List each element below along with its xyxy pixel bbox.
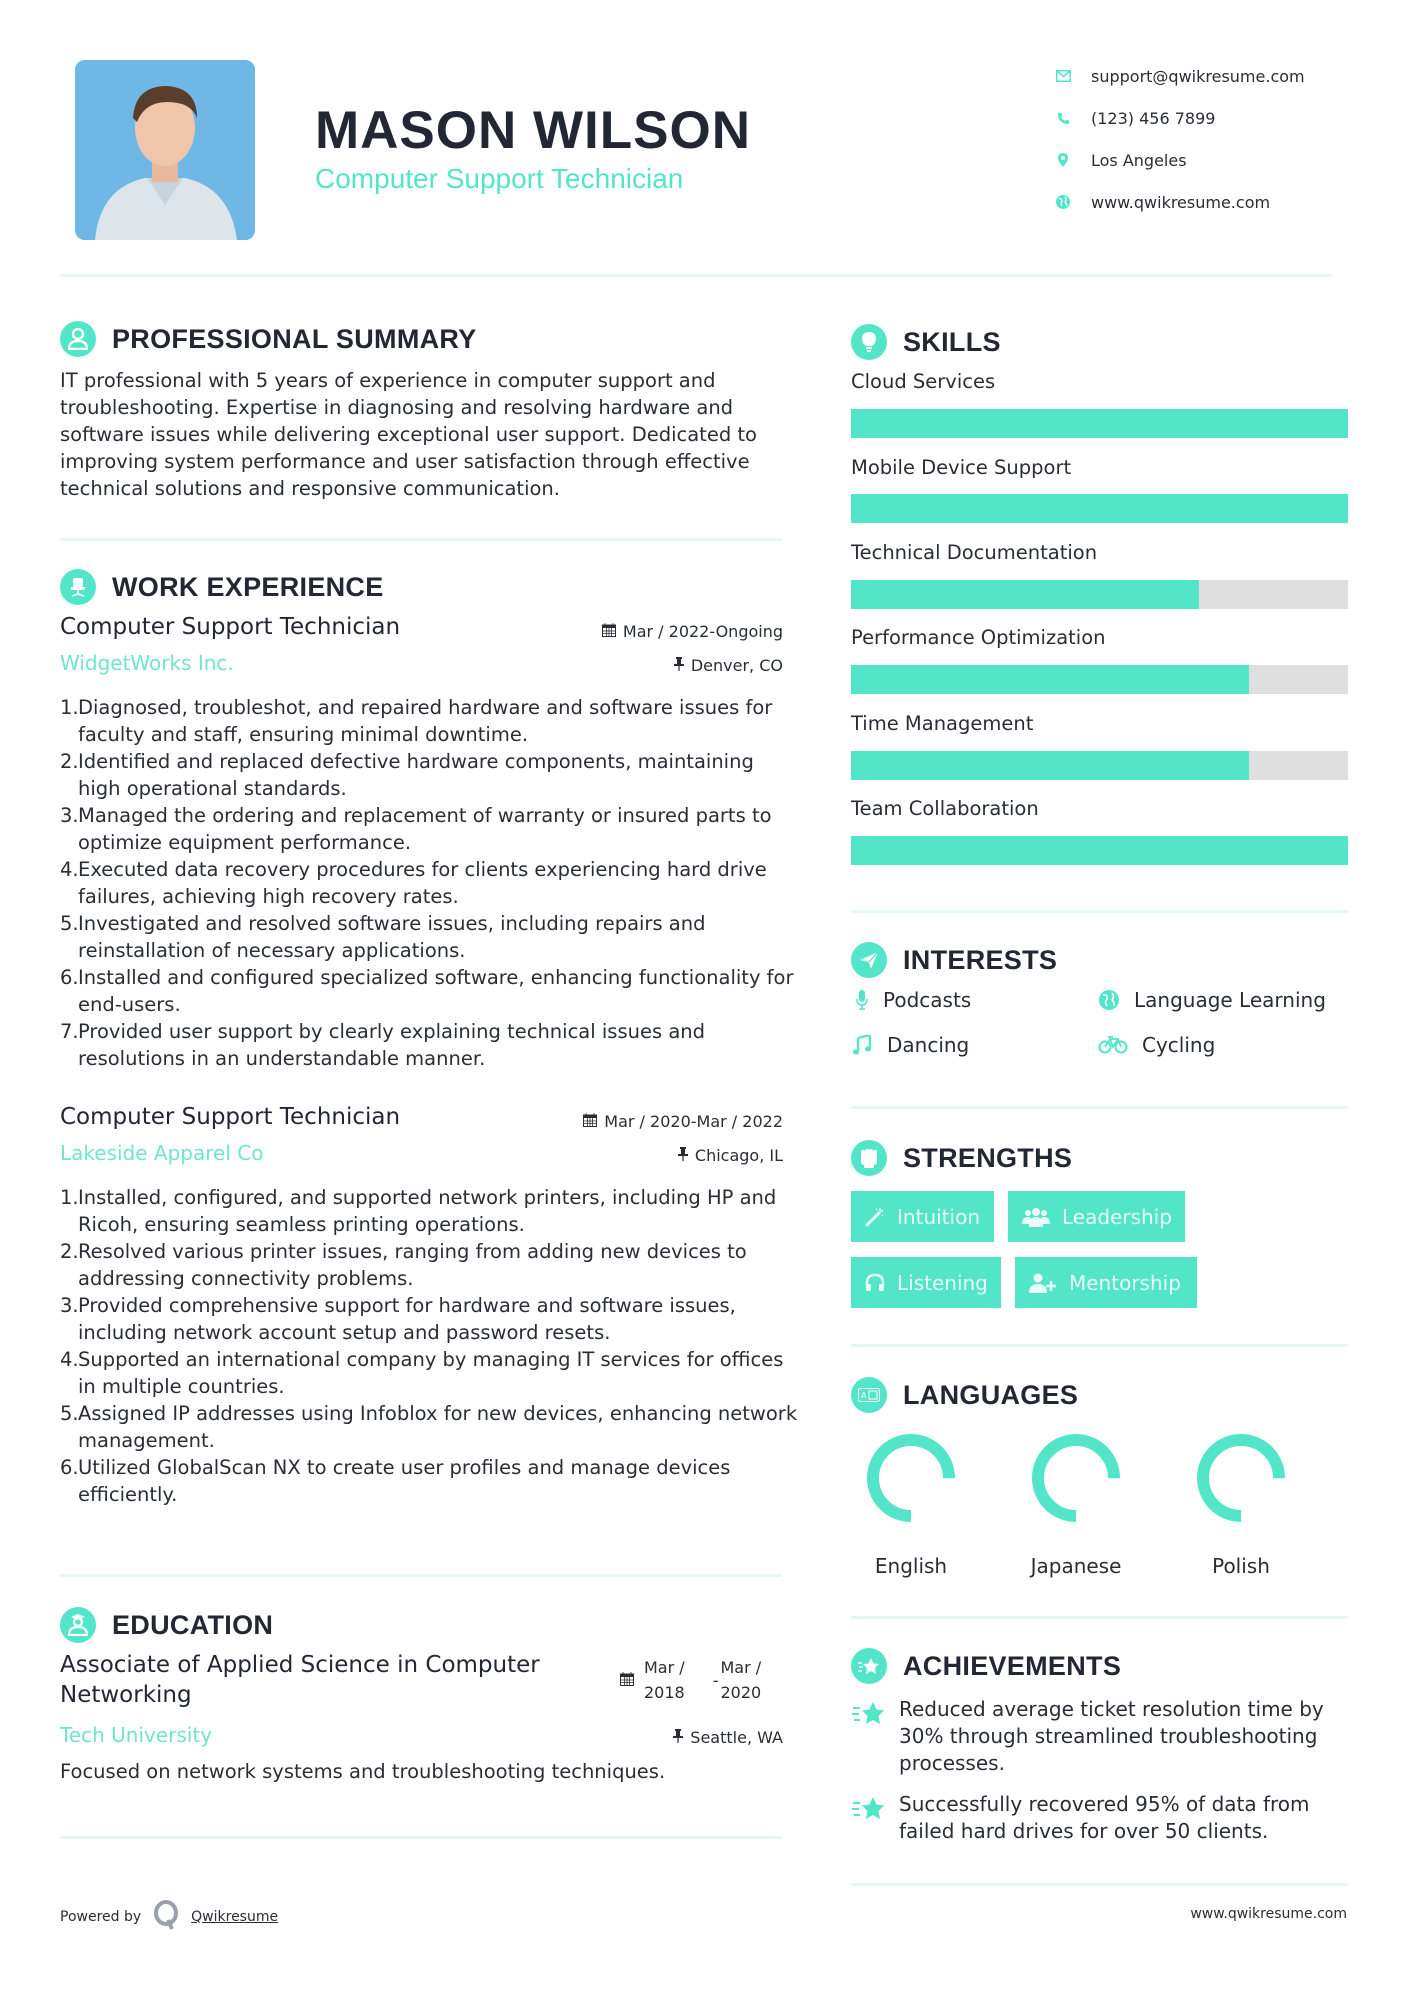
list-item: 6. Utilized GlobalScan NX to create user profiles and manage devices efficiently. xyxy=(60,1456,731,1506)
language-label: Polish xyxy=(1212,1554,1270,1578)
job-location xyxy=(674,656,783,675)
list-item: 3. Provided comprehensive support for hardware and software issues, including network account setup and password resets. xyxy=(60,1294,736,1344)
strength-tag: Intuition xyxy=(851,1191,994,1242)
summary-divider xyxy=(60,538,782,541)
strengths-title: STRENGTHS xyxy=(903,1142,1073,1173)
language-item xyxy=(851,1432,971,1578)
skill-bar xyxy=(851,580,1348,609)
contact-location xyxy=(1055,139,1305,181)
language-item xyxy=(1181,1432,1301,1578)
list-item: 4. Supported an international company by managing IT services for offices in multiple countries. xyxy=(60,1348,784,1398)
job-location-text: Denver, CO xyxy=(690,656,783,675)
pushpin-icon xyxy=(673,1728,683,1747)
qwikresume-link[interactable]: Qwikresume xyxy=(191,1909,279,1925)
user-icon xyxy=(60,321,96,357)
paper-plane-icon xyxy=(851,942,887,978)
job-dates xyxy=(602,622,783,641)
skill-bar-fill xyxy=(851,751,1249,780)
job-duties-list xyxy=(60,1184,800,1508)
achievement-item: Successfully recovered 95% of data from failed hard drives for over 50 clients. xyxy=(851,1791,1348,1845)
bicycle-icon xyxy=(1098,1034,1128,1056)
language-progress-ring xyxy=(865,1432,957,1524)
achievements-heading xyxy=(851,1648,1121,1684)
interest-item: Podcasts xyxy=(851,988,971,1012)
map-pin-icon xyxy=(1055,152,1071,168)
interests-divider xyxy=(851,1106,1348,1109)
envelope-icon xyxy=(1055,68,1071,84)
summary-title: PROFESSIONAL SUMMARY xyxy=(112,323,477,354)
list-item: 5. Assigned IP addresses using Infoblox for new devices, enhancing network management. xyxy=(60,1402,798,1452)
music-note-icon xyxy=(851,1034,873,1056)
strengths-heading xyxy=(851,1140,1072,1176)
contact-website[interactable] xyxy=(1055,181,1305,223)
job-duties-list xyxy=(60,694,800,1072)
languages-heading xyxy=(851,1377,1078,1413)
education-location-text: Seattle, WA xyxy=(690,1728,783,1747)
interest-item: Dancing xyxy=(851,1033,969,1057)
language-label: English xyxy=(874,1554,948,1578)
footer-powered-by: Powered by Qwikresume xyxy=(60,1900,278,1934)
experience-heading xyxy=(60,569,384,605)
job-dates xyxy=(583,1112,783,1131)
language-progress-ring xyxy=(1030,1432,1122,1524)
star-badge-icon xyxy=(851,1648,887,1684)
job-title: Computer Support Technician xyxy=(60,614,401,640)
skill-bar-fill xyxy=(851,836,1348,865)
contact-location-text: Los Angeles xyxy=(1091,150,1187,170)
education-title: EDUCATION xyxy=(112,1609,274,1640)
candidate-title: Computer Support Technician xyxy=(315,163,684,194)
achievements-title: ACHIEVEMENTS xyxy=(903,1650,1122,1681)
education-end: Mar / 2020 xyxy=(720,1658,762,1702)
list-item: 7. Provided user support by clearly explaining technical issues and resolutions in an understandable manner. xyxy=(60,1020,706,1070)
list-item: 2. Resolved various printer issues, ranging from adding new devices to addressing connectivity problems. xyxy=(60,1240,747,1290)
translate-icon xyxy=(851,1377,887,1413)
footer-website[interactable]: www.qwikresume.com xyxy=(1190,1906,1347,1922)
education-location xyxy=(673,1728,783,1747)
contact-website-text: www.qwikresume.com xyxy=(1091,192,1271,212)
education-dates: Mar / 2018 - Mar / 2020 xyxy=(620,1655,761,1705)
strength-tag: Leadership xyxy=(1008,1191,1185,1242)
users-icon xyxy=(1022,1206,1050,1228)
candidate-name: MASON WILSON xyxy=(315,101,751,160)
skills-heading xyxy=(851,324,1001,360)
skill-label: Technical Documentation xyxy=(851,541,1098,564)
contact-phone[interactable] xyxy=(1055,97,1305,139)
interests-heading xyxy=(851,942,1057,978)
star-icon xyxy=(851,1791,887,1845)
fist-icon xyxy=(851,1140,887,1176)
profile-photo xyxy=(75,60,255,240)
graduate-icon xyxy=(60,1607,96,1643)
user-plus-icon xyxy=(1029,1272,1057,1294)
education-heading xyxy=(60,1607,273,1643)
job-dates-text: Mar / 2020-Mar / 2022 xyxy=(604,1112,783,1131)
experience-divider xyxy=(60,1574,782,1577)
job-company: WidgetWorks Inc. xyxy=(60,651,234,675)
job-dates-text: Mar / 2022-Ongoing xyxy=(622,622,783,641)
microphone-icon xyxy=(851,989,873,1011)
pushpin-icon xyxy=(674,656,684,675)
calendar-icon xyxy=(583,1112,597,1131)
list-item: 5. Investigated and resolved software issues, including repairs and reinstallation of necessary applications. xyxy=(60,912,706,962)
languages-title: LANGUAGES xyxy=(903,1379,1079,1410)
skill-label: Team Collaboration xyxy=(851,797,1039,820)
school-name: Tech University xyxy=(60,1723,213,1747)
skill-bar xyxy=(851,836,1348,865)
svg-text:A: A xyxy=(861,1391,867,1400)
achievement-item: Reduced average ticket resolution time by 30% through streamlined troubleshooting processes. xyxy=(851,1696,1348,1777)
list-item: 6. Installed and configured specialized software, enhancing functionality for end-users. xyxy=(60,966,794,1016)
list-item: 3. Managed the ordering and replacement of warranty or insured parts to optimize equipment performance. xyxy=(60,804,772,854)
list-item: 4. Executed data recovery procedures for clients experiencing hard drive failures, achieving high recovery rates. xyxy=(60,858,767,908)
job-company: Lakeside Apparel Co xyxy=(60,1141,264,1165)
person-photo-icon xyxy=(75,60,255,240)
skill-bar-fill xyxy=(851,409,1348,438)
strength-tag: Listening xyxy=(851,1257,1001,1308)
phone-icon xyxy=(1055,110,1071,126)
degree-title: Associate of Applied Science in Computer Networking xyxy=(60,1652,540,1708)
achievements-divider xyxy=(851,1883,1348,1886)
contact-email-text: support@qwikresume.com xyxy=(1091,66,1305,86)
language-progress-ring xyxy=(1195,1432,1287,1524)
skill-label: Cloud Services xyxy=(851,370,996,393)
education-divider xyxy=(60,1836,782,1839)
qwikresume-logo-icon xyxy=(153,1900,179,1934)
contact-email[interactable] xyxy=(1055,55,1305,97)
skill-label: Mobile Device Support xyxy=(851,456,1072,479)
skills-divider xyxy=(851,910,1348,913)
office-chair-icon xyxy=(60,569,96,605)
globe-icon xyxy=(1098,989,1120,1011)
star-icon xyxy=(851,1696,887,1777)
skill-bar xyxy=(851,409,1348,438)
header-divider xyxy=(60,274,1332,277)
skills-title: SKILLS xyxy=(903,326,1001,357)
calendar-icon xyxy=(602,622,616,641)
calendar-icon xyxy=(620,1671,634,1690)
skill-bar-fill xyxy=(851,494,1348,523)
list-item: 1. Installed, configured, and supported network printers, including HP and Ricoh, ensuring seamless printing operations. xyxy=(60,1186,777,1236)
summary-text: IT professional with 5 years of experience in computer support and troubleshooting. Expertise in diagnosing and resolving hardware and software issues while delivering exceptional user support. Dedicated to improving system performance and user satisfaction through effective technical solutions and responsive communication. xyxy=(60,369,757,500)
job-location-text: Chicago, IL xyxy=(694,1146,783,1165)
education-start: Mar / 2018 xyxy=(644,1658,685,1702)
strengths-divider xyxy=(851,1344,1348,1347)
list-item: 1. Diagnosed, troubleshot, and repaired hardware and software issues for faculty and staff, ensuring minimal downtime. xyxy=(60,696,773,746)
skill-bar xyxy=(851,665,1348,694)
globe-icon xyxy=(1055,194,1071,210)
pushpin-icon xyxy=(678,1146,688,1165)
experience-title: WORK EXPERIENCE xyxy=(112,571,384,602)
interest-item: Language Learning xyxy=(1098,988,1326,1012)
job-location xyxy=(678,1146,783,1165)
language-label: Japanese xyxy=(1030,1554,1122,1578)
contact-list xyxy=(1055,55,1305,223)
skill-bar-fill xyxy=(851,580,1199,609)
skill-label: Performance Optimization xyxy=(851,626,1106,649)
job-title: Computer Support Technician xyxy=(60,1104,401,1130)
summary-heading xyxy=(60,321,477,357)
strength-tag: Mentorship xyxy=(1015,1257,1197,1308)
skill-label: Time Management xyxy=(851,712,1034,735)
skill-bar-fill xyxy=(851,665,1249,694)
skill-bar xyxy=(851,751,1348,780)
list-item: 2. Identified and replaced defective hardware components, maintaining high operational standards. xyxy=(60,750,754,800)
education-description: Focused on network systems and troubleshooting techniques. xyxy=(60,1760,666,1783)
contact-phone-text: (123) 456 7899 xyxy=(1091,108,1216,128)
interests-title: INTERESTS xyxy=(903,944,1058,975)
skill-bar xyxy=(851,494,1348,523)
language-item xyxy=(1016,1432,1136,1578)
languages-divider xyxy=(851,1616,1348,1619)
interest-item: Cycling xyxy=(1098,1033,1215,1057)
lightbulb-icon xyxy=(851,324,887,360)
headphones-icon xyxy=(865,1272,885,1294)
magic-wand-icon xyxy=(865,1206,885,1228)
